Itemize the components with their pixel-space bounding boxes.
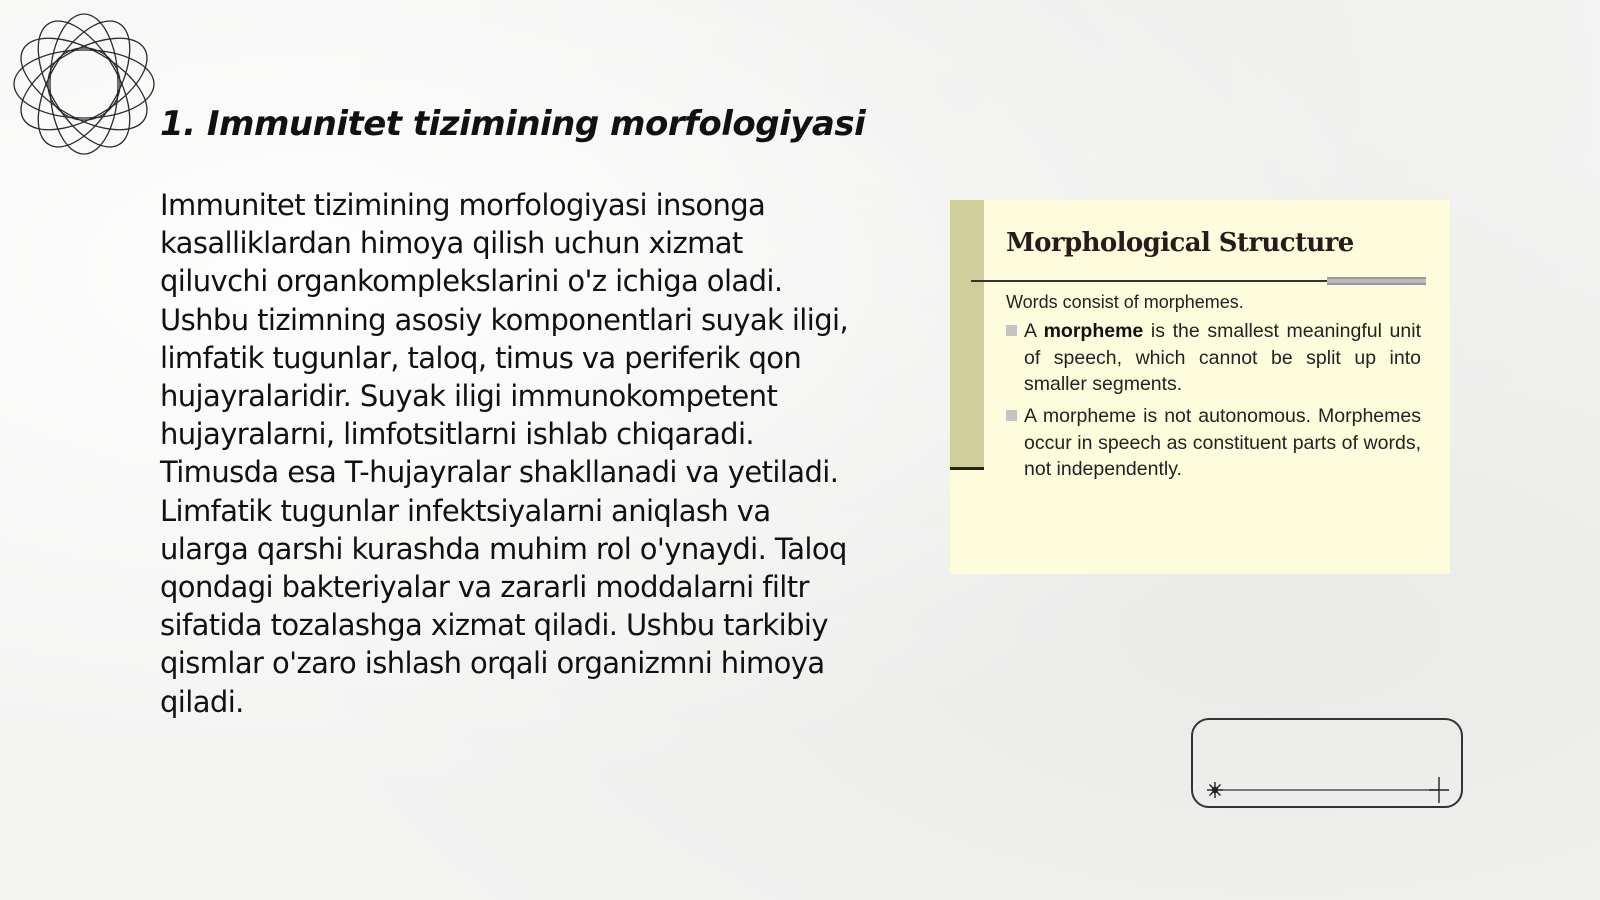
bullet-1-prefix: A bbox=[1024, 320, 1036, 342]
starburst-icon bbox=[1207, 782, 1223, 798]
ornament-ellipse bbox=[20, 10, 149, 158]
decorative-line-box bbox=[1191, 718, 1463, 808]
figure-bullet-2-text: A morpheme is not autonomous. Morphemes occur in speech as constituent parts of words, not independently. bbox=[1024, 405, 1421, 480]
decorative-line bbox=[1193, 720, 1465, 810]
figure-bullet-1-text bbox=[1024, 318, 1421, 398]
overlapping-circles-ornament bbox=[10, 10, 158, 158]
figure-divider-accent bbox=[1327, 277, 1426, 285]
bullet-square-icon bbox=[1006, 325, 1017, 336]
figure-title: Morphological Structure bbox=[1006, 228, 1354, 258]
slide-body-text: Immunitet tizimining morfologiyasi insonga kasalliklardan himoya qilish uchun xizmat qiluvchi organkomplekslarini o'z ichiga oladi. Ushbu tizimning asosiy komponentlari suyak iligi, limfatik tugunlar, taloq, timus va periferik qon hujayralaridir. Suyak iligi immunokompetent hujayralarni, limfotsitlarni ishlab chiqaradi. Timusda esa T-hujayralar shakllanadi va yetiladi. Limfatik tugunlar infektsiyalarni aniqlash va ularga qarshi kurashda muhim rol o'ynaydi. Taloq qondagi bakteriyalar va zararli moddalarni filtr sifatida tozalashga xizmat qiladi. Ushbu tarkibiy qismlar o'zaro ishlash orqali organizmni himoya qiladi. bbox=[160, 188, 849, 719]
figure-intro-text: Words consist of morphemes. bbox=[1006, 292, 1244, 312]
ornament-ellipse bbox=[50, 14, 118, 154]
figure-bullet-1 bbox=[1006, 318, 1421, 398]
morphological-structure-figure bbox=[950, 200, 1450, 574]
ornament-center-ring bbox=[48, 48, 120, 120]
crosshair-star-icon bbox=[1429, 777, 1449, 803]
bullet-1-rest: is the smallest meaningful unit of speech, which cannot be split up into smaller segments. bbox=[1024, 320, 1421, 395]
figure-sidebar-bar bbox=[950, 200, 984, 470]
ornament-ellipse bbox=[10, 20, 158, 149]
bullet-square-icon bbox=[1006, 410, 1017, 421]
slide-title: 1. Immunitet tizimining morfologiyasi bbox=[160, 104, 866, 144]
bullet-1-term: morpheme bbox=[1043, 320, 1144, 342]
ornament-ellipse bbox=[14, 50, 154, 118]
figure-bullet-2 bbox=[1006, 403, 1421, 483]
